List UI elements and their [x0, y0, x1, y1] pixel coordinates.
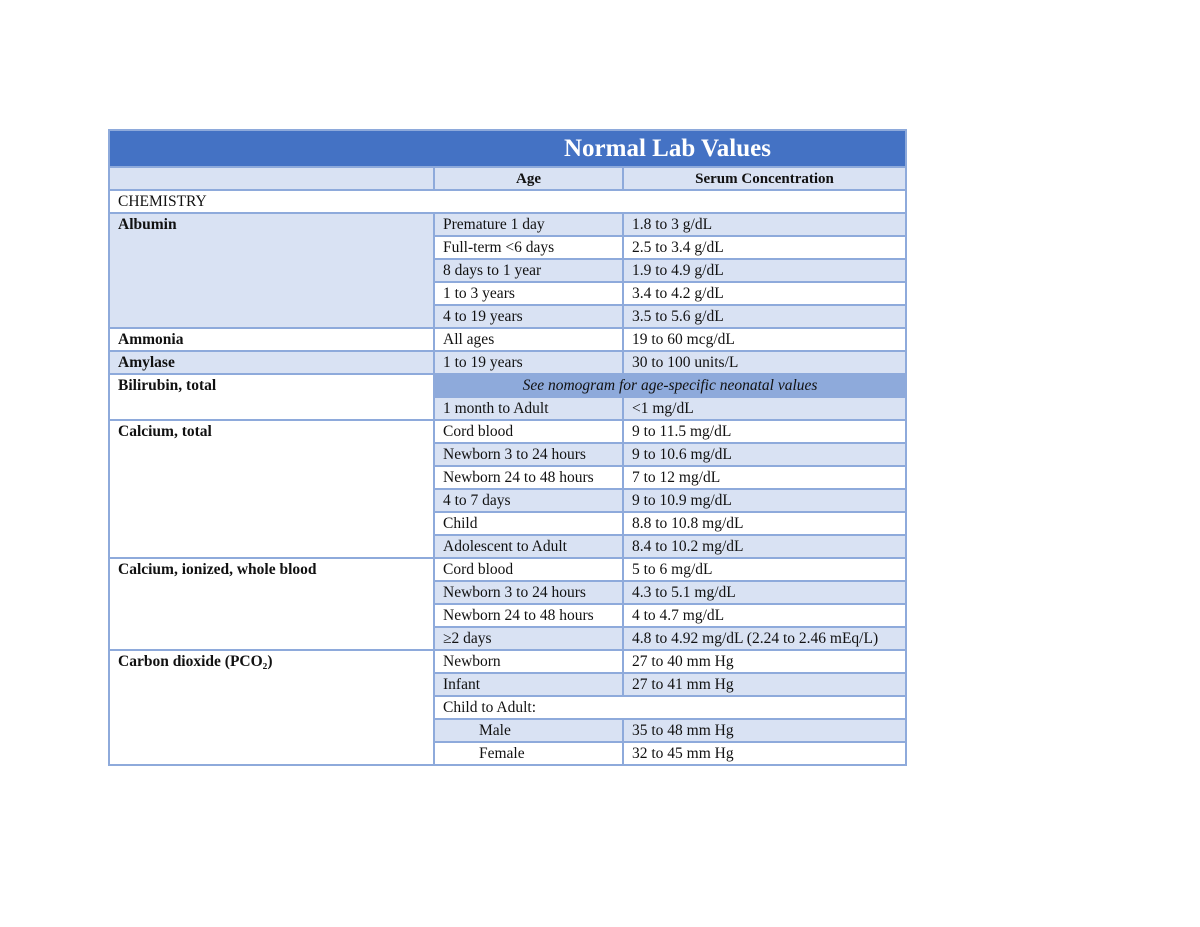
- value-cell: 1.9 to 4.9 g/dL: [623, 259, 906, 282]
- section-chemistry: CHEMISTRY: [109, 190, 906, 213]
- age-cell: All ages: [434, 328, 623, 351]
- table-row: [109, 374, 906, 397]
- header-age: Age: [434, 167, 623, 190]
- row-label-amylase: Amylase: [109, 351, 434, 374]
- table-title: Normal Lab Values: [564, 135, 771, 162]
- table-row: [109, 558, 906, 581]
- value-cell: 8.4 to 10.2 mg/dL: [623, 535, 906, 558]
- age-cell: Cord blood: [434, 558, 623, 581]
- age-cell: 4 to 19 years: [434, 305, 623, 328]
- age-cell: Full-term <6 days: [434, 236, 623, 259]
- age-cell: 8 days to 1 year: [434, 259, 623, 282]
- value-cell: 9 to 10.9 mg/dL: [623, 489, 906, 512]
- age-cell: Premature 1 day: [434, 213, 623, 236]
- row-label-albumin: Albumin: [109, 213, 434, 328]
- value-cell: 32 to 45 mm Hg: [623, 742, 906, 765]
- value-cell: 8.8 to 10.8 mg/dL: [623, 512, 906, 535]
- value-cell: 4 to 4.7 mg/dL: [623, 604, 906, 627]
- row-label-calcium-total: Calcium, total: [109, 420, 434, 558]
- age-cell: Cord blood: [434, 420, 623, 443]
- age-cell: Infant: [434, 673, 623, 696]
- age-cell: Newborn 24 to 48 hours: [434, 604, 623, 627]
- value-cell: 9 to 11.5 mg/dL: [623, 420, 906, 443]
- row-label-carbon-dioxide: Carbon dioxide (PCO₂): [109, 650, 434, 765]
- title-cell: [109, 130, 906, 167]
- age-cell: Newborn 3 to 24 hours: [434, 443, 623, 466]
- value-cell: 27 to 41 mm Hg: [623, 673, 906, 696]
- table-row: [109, 351, 906, 374]
- lab-values-table: [108, 129, 907, 766]
- child-to-adult-label: Child to Adult:: [434, 696, 906, 719]
- age-cell: Adolescent to Adult: [434, 535, 623, 558]
- value-cell: 19 to 60 mcg/dL: [623, 328, 906, 351]
- value-cell: 35 to 48 mm Hg: [623, 719, 906, 742]
- header-serum-concentration: Serum Concentration: [623, 167, 906, 190]
- table-row: [109, 328, 906, 351]
- value-cell: 5 to 6 mg/dL: [623, 558, 906, 581]
- nomogram-note: See nomogram for age-specific neonatal values: [434, 374, 906, 397]
- value-cell: 30 to 100 units/L: [623, 351, 906, 374]
- age-cell: Newborn 3 to 24 hours: [434, 581, 623, 604]
- age-cell: Newborn: [434, 650, 623, 673]
- value-cell: 3.4 to 4.2 g/dL: [623, 282, 906, 305]
- value-cell: 2.5 to 3.4 g/dL: [623, 236, 906, 259]
- age-cell: Child: [434, 512, 623, 535]
- section-row: [109, 190, 906, 213]
- table-row: [109, 213, 906, 236]
- row-label-calcium-ionized: Calcium, ionized, whole blood: [109, 558, 434, 650]
- value-cell: <1 mg/dL: [623, 397, 906, 420]
- value-cell: 4.3 to 5.1 mg/dL: [623, 581, 906, 604]
- age-cell: 1 month to Adult: [434, 397, 623, 420]
- age-cell: ≥2 days: [434, 627, 623, 650]
- age-cell: 1 to 19 years: [434, 351, 623, 374]
- value-cell: 4.8 to 4.92 mg/dL (2.24 to 2.46 mEq/L): [623, 627, 906, 650]
- value-cell: 9 to 10.6 mg/dL: [623, 443, 906, 466]
- value-cell: 3.5 to 5.6 g/dL: [623, 305, 906, 328]
- age-cell: Male: [434, 719, 623, 742]
- table-row: [109, 420, 906, 443]
- value-cell: 27 to 40 mm Hg: [623, 650, 906, 673]
- age-cell: Newborn 24 to 48 hours: [434, 466, 623, 489]
- age-cell: 4 to 7 days: [434, 489, 623, 512]
- value-cell: 1.8 to 3 g/dL: [623, 213, 906, 236]
- table-row: [109, 650, 906, 673]
- row-label-ammonia: Ammonia: [109, 328, 434, 351]
- value-cell: 7 to 12 mg/dL: [623, 466, 906, 489]
- age-cell: Female: [434, 742, 623, 765]
- title-row: [109, 130, 906, 167]
- row-label-bilirubin: Bilirubin, total: [109, 374, 434, 420]
- header-row: [109, 167, 906, 190]
- header-blank-cell: [109, 167, 434, 190]
- age-cell: 1 to 3 years: [434, 282, 623, 305]
